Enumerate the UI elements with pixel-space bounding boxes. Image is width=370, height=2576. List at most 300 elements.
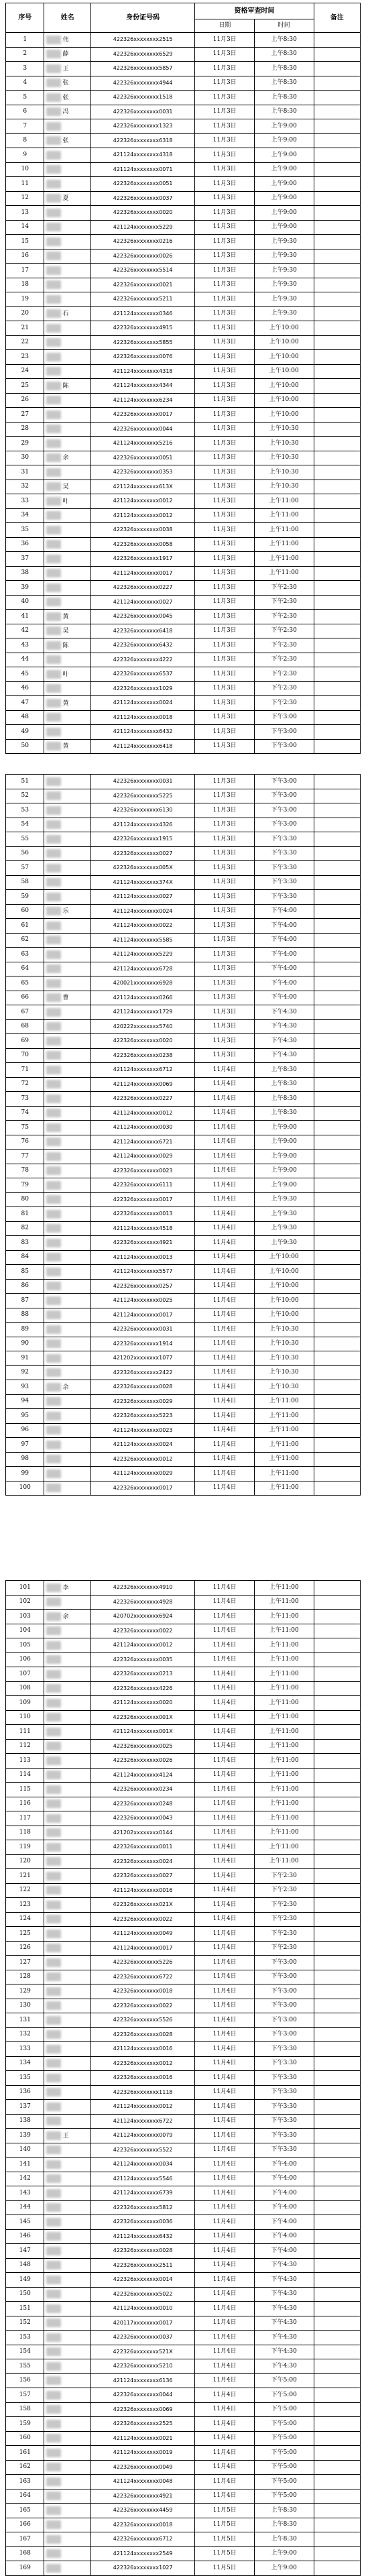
redacted-name-blur [46, 1713, 61, 1722]
cell-time: 上午9:00 [254, 206, 314, 221]
cell-remark [314, 1308, 360, 1323]
cell-remark [314, 62, 360, 76]
cell-time: 下午3:30 [254, 832, 314, 847]
cell-remark [314, 1912, 360, 1927]
table-row [6, 2359, 361, 2374]
cell-seq: 29 [6, 437, 44, 451]
cell-date: 11月3日 [195, 832, 255, 847]
redacted-name-blur [46, 878, 61, 887]
cell-seq: 98 [6, 1452, 44, 1467]
cell-date: 11月3日 [195, 76, 255, 91]
redacted-name-blur [46, 2477, 61, 2486]
cell-id: 422326xxxxxxxx0023 [90, 1164, 195, 1178]
cell-seq: 37 [6, 552, 44, 567]
cell-remark [314, 624, 360, 638]
cell-date: 11月4日 [195, 2200, 255, 2215]
cell-time: 上午10:00 [254, 321, 314, 336]
redacted-name-blur [46, 1929, 61, 1938]
cell-remark [314, 1092, 360, 1107]
cell-date: 11月3日 [195, 1005, 255, 1020]
redacted-name-blur [46, 1944, 61, 1952]
cell-seq: 82 [6, 1221, 44, 1236]
cell-date: 11月4日 [195, 1797, 255, 1811]
cell-id: 422326xxxxxxxx5211 [90, 292, 195, 307]
cell-id: 422326xxxxxxxx0017 [90, 1192, 195, 1207]
cell-remark [314, 1438, 360, 1453]
table-row [6, 1811, 361, 1826]
cell-remark [314, 278, 360, 292]
cell-time: 上午9:00 [254, 177, 314, 192]
cell-name [44, 681, 90, 696]
cell-seq: 53 [6, 803, 44, 818]
table-row [6, 710, 361, 725]
cell-id: 422326xxxxxxxx0227 [90, 581, 195, 596]
cell-time: 上午8:30 [254, 1063, 314, 1078]
redacted-name-blur [46, 1137, 61, 1146]
cell-date: 11月4日 [195, 2388, 255, 2403]
cell-id: 422326xxxxxxxx0014 [90, 2273, 195, 2288]
cell-name [44, 1121, 90, 1135]
redacted-name-blur [46, 2059, 61, 2068]
cell-time: 上午10:30 [254, 480, 314, 494]
table-row [6, 1883, 361, 1898]
cell-remark [314, 2561, 360, 2576]
cell-remark [314, 1394, 360, 1409]
cell-remark [314, 1869, 360, 1884]
cell-id: 421124xxxxxxxx4318 [90, 364, 195, 379]
cell-date: 11月3日 [195, 775, 255, 789]
cell-date: 11月4日 [195, 1581, 255, 1595]
cell-id: 421124xxxxxxxx0079 [90, 2129, 195, 2143]
cell-remark [314, 2071, 360, 2086]
cell-name [44, 976, 90, 991]
cell-seq: 71 [6, 1063, 44, 1078]
cell-name [44, 292, 90, 307]
table-row [6, 2518, 361, 2532]
cell-remark [314, 1294, 360, 1308]
cell-remark [314, 133, 360, 148]
table-row [6, 696, 361, 711]
cell-name [44, 91, 90, 105]
cell-date: 11月3日 [195, 335, 255, 350]
cell-time: 上午11:00 [254, 1768, 314, 1783]
cell-name [44, 904, 90, 919]
redacted-name-blur [46, 2376, 61, 2385]
cell-time: 上午8:30 [254, 2518, 314, 2532]
redacted-name-blur [46, 2535, 61, 2544]
table-row [6, 2561, 361, 2576]
cell-id: 421124xxxxxxxx0034 [90, 2158, 195, 2172]
cell-id: 421124xxxxxxxx001X [90, 1725, 195, 1740]
cell-id: 422326xxxxxxxx4928 [90, 1595, 195, 1610]
cell-time: 下午3:00 [254, 739, 314, 754]
cell-id: 422326xxxxxxxx5812 [90, 2200, 195, 2215]
cell-time: 下午3:00 [254, 1984, 314, 1999]
redacted-name-blur [46, 1239, 61, 1247]
table-row [6, 832, 361, 847]
cell-time: 上午11:00 [254, 1840, 314, 1855]
table-row [6, 1840, 361, 1855]
table-row [6, 2172, 361, 2186]
cell-id: 421124xxxxxxxx0030 [90, 1121, 195, 1135]
cell-name [44, 379, 90, 394]
cell-date: 11月4日 [195, 1681, 255, 1696]
cell-remark [314, 2200, 360, 2215]
cell-date: 11月3日 [195, 1034, 255, 1049]
redacted-name-blur [46, 324, 61, 333]
cell-time: 下午4:00 [254, 2186, 314, 2201]
redacted-name-blur [46, 1612, 61, 1621]
cell-time: 下午3:00 [254, 818, 314, 832]
cell-name [44, 1883, 90, 1898]
cell-time: 上午9:30 [254, 264, 314, 278]
cell-name [44, 364, 90, 379]
cell-remark [314, 2244, 360, 2259]
redacted-name-blur [46, 979, 61, 988]
cell-date: 11月5日 [195, 2532, 255, 2547]
cell-id: 422326xxxxxxxx0044 [90, 422, 195, 437]
cell-date: 11月4日 [195, 1595, 255, 1610]
cell-id: 421124xxxxxxxx0266 [90, 991, 195, 1005]
cell-remark [314, 1927, 360, 1942]
cell-remark [314, 2475, 360, 2489]
redacted-name-blur [46, 2434, 61, 2443]
redacted-name-blur [46, 180, 61, 188]
cell-date: 11月4日 [195, 1323, 255, 1337]
cell-time: 下午2:30 [254, 624, 314, 638]
cell-name [44, 437, 90, 451]
cell-remark [314, 335, 360, 350]
cell-time: 上午11:00 [254, 1696, 314, 1711]
cell-id: 422326xxxxxxxx0069 [90, 2402, 195, 2417]
cell-seq: 106 [6, 1653, 44, 1667]
cell-time: 下午4:30 [254, 1034, 314, 1049]
redacted-name-blur [46, 777, 61, 786]
cell-date: 11月4日 [195, 1754, 255, 1769]
cell-seq: 14 [6, 220, 44, 235]
name-visible-char: 吴 [62, 628, 69, 635]
cell-seq: 146 [6, 2229, 44, 2244]
cell-time: 上午9:00 [254, 1150, 314, 1164]
cell-name [44, 2373, 90, 2388]
cell-remark [314, 1783, 360, 1797]
cell-seq: 22 [6, 335, 44, 350]
cell-name [44, 1092, 90, 1107]
cell-seq: 43 [6, 638, 44, 653]
cell-seq: 167 [6, 2532, 44, 2547]
cell-seq: 139 [6, 2129, 44, 2143]
cell-date: 11月4日 [195, 1250, 255, 1265]
cell-seq: 13 [6, 206, 44, 221]
redacted-name-blur [46, 1814, 61, 1823]
table-row [6, 566, 361, 581]
cell-id: 422326xxxxxxxx5223 [90, 1409, 195, 1424]
table-row [6, 393, 361, 408]
cell-date: 11月4日 [195, 1624, 255, 1638]
cell-name [44, 2504, 90, 2518]
cell-remark [314, 1048, 360, 1063]
cell-id: 421124xxxxxxxx6432 [90, 2229, 195, 2244]
redacted-name-blur [46, 2218, 61, 2227]
cell-date: 11月4日 [195, 1423, 255, 1438]
cell-time: 上午9:00 [254, 220, 314, 235]
cell-name [44, 1811, 90, 1826]
cell-remark [314, 2532, 360, 2547]
cell-date: 11月3日 [195, 638, 255, 653]
cell-remark [314, 379, 360, 394]
cell-id: 421124xxxxxxxx5229 [90, 948, 195, 962]
cell-date: 11月4日 [195, 1783, 255, 1797]
cell-name [44, 1783, 90, 1797]
cell-date: 11月3日 [195, 523, 255, 538]
cell-remark [314, 1710, 360, 1725]
cell-name [44, 2460, 90, 2475]
redacted-name-blur [46, 1972, 61, 1981]
cell-date: 11月3日 [195, 904, 255, 919]
table-row [6, 1394, 361, 1409]
cell-seq: 134 [6, 2056, 44, 2071]
cell-id: 420702xxxxxxxx6924 [90, 1610, 195, 1624]
cell-date: 11月4日 [195, 1826, 255, 1840]
cell-remark [314, 206, 360, 221]
cell-seq: 10 [6, 162, 44, 177]
cell-date: 11月4日 [195, 1207, 255, 1222]
redacted-name-blur [46, 1670, 61, 1679]
cell-id: 421124xxxxxxxx0069 [90, 1077, 195, 1092]
cell-time: 上午10:00 [254, 379, 314, 394]
cell-id: 422326xxxxxxxx4915 [90, 321, 195, 336]
cell-remark [314, 2504, 360, 2518]
cell-name [44, 1034, 90, 1049]
cell-name [44, 948, 90, 962]
cell-id: 422326xxxxxxxx0028 [90, 2244, 195, 2259]
redacted-name-blur [46, 1253, 61, 1262]
cell-id: 422326xxxxxxxx5022 [90, 2287, 195, 2302]
cell-remark [314, 33, 360, 48]
cell-time: 下午3:00 [254, 803, 314, 818]
cell-remark [314, 1797, 360, 1811]
cell-time: 下午4:30 [254, 2359, 314, 2374]
name-visible-char: 伟 [62, 36, 69, 44]
cell-time: 上午10:00 [254, 350, 314, 365]
cell-date: 11月3日 [195, 350, 255, 365]
cell-remark [314, 47, 360, 62]
cell-time: 下午3:30 [254, 846, 314, 861]
cell-remark [314, 1034, 360, 1049]
table-row [6, 725, 361, 740]
redacted-name-blur [46, 1296, 61, 1305]
cell-remark [314, 2013, 360, 2028]
cell-time: 下午2:30 [254, 1912, 314, 1927]
cell-id: 421124xxxxxxxx6136 [90, 2373, 195, 2388]
cell-time: 下午5:00 [254, 2489, 314, 2504]
cell-remark [314, 1624, 360, 1638]
cell-time: 下午5:00 [254, 2373, 314, 2388]
cell-seq: 68 [6, 1019, 44, 1034]
name-visible-char: 曹 [62, 995, 69, 1002]
cell-id: 421124xxxxxxxx6728 [90, 962, 195, 976]
cell-time: 下午2:30 [254, 1941, 314, 1956]
cell-id: 421124xxxxxxxx6739 [90, 2186, 195, 2201]
cell-id: 421124xxxxxxxx0049 [90, 1927, 195, 1942]
redacted-name-blur [46, 921, 61, 930]
cell-time: 下午3:30 [254, 2129, 314, 2143]
table-row [6, 437, 361, 451]
cell-name [44, 846, 90, 861]
cell-name [44, 875, 90, 890]
table-row [6, 803, 361, 818]
cell-time: 下午3:00 [254, 710, 314, 725]
cell-seq: 161 [6, 2446, 44, 2461]
cell-remark [314, 1826, 360, 1840]
cell-name [44, 2258, 90, 2273]
cell-name [44, 1351, 90, 1366]
cell-date: 11月3日 [195, 162, 255, 177]
cell-seq: 56 [6, 846, 44, 861]
cell-time: 下午2:30 [254, 696, 314, 711]
cell-id: 422326xxxxxxxx0017 [90, 408, 195, 423]
table-row [6, 2302, 361, 2316]
cell-seq: 112 [6, 1739, 44, 1754]
cell-remark [314, 1984, 360, 1999]
cell-name [44, 2475, 90, 2489]
cell-seq: 157 [6, 2388, 44, 2403]
cell-name [44, 1178, 90, 1193]
cell-name [44, 321, 90, 336]
table-row [6, 76, 361, 91]
cell-name [44, 2042, 90, 2057]
cell-remark [314, 610, 360, 624]
cell-remark [314, 832, 360, 847]
cell-time: 上午10:30 [254, 437, 314, 451]
redacted-name-blur [46, 1857, 61, 1866]
table-row [6, 321, 361, 336]
cell-id: 422326xxxxxxxx0020 [90, 1034, 195, 1049]
cell-date: 11月3日 [195, 581, 255, 596]
cell-id: 422326xxxxxxxx2525 [90, 2417, 195, 2432]
redacted-name-blur [46, 367, 61, 376]
cell-seq: 77 [6, 1150, 44, 1164]
cell-time: 上午11:00 [254, 1653, 314, 1667]
cell-remark [314, 1323, 360, 1337]
cell-time: 下午4:30 [254, 1019, 314, 1034]
cell-date: 11月4日 [195, 2316, 255, 2331]
redacted-name-blur [46, 835, 61, 844]
cell-remark [314, 775, 360, 789]
cell-time: 下午3:30 [254, 875, 314, 890]
redacted-name-blur [46, 1368, 61, 1377]
cell-remark [314, 1581, 360, 1595]
cell-date: 11月3日 [195, 206, 255, 221]
cell-seq: 46 [6, 681, 44, 696]
redacted-name-blur [46, 1598, 61, 1606]
cell-name [44, 508, 90, 523]
cell-remark [314, 2172, 360, 2186]
table-row [6, 1236, 361, 1251]
table-row [6, 739, 361, 754]
cell-name [44, 191, 90, 206]
cell-time: 下午5:00 [254, 2446, 314, 2461]
table-row [6, 1610, 361, 1624]
cell-time: 下午4:30 [254, 1048, 314, 1063]
cell-seq: 52 [6, 789, 44, 803]
cell-id: 422326xxxxxxxx4944 [90, 76, 195, 91]
cell-time: 上午8:30 [254, 105, 314, 119]
name-visible-char: 余 [62, 1384, 69, 1391]
cell-remark [314, 653, 360, 667]
cell-date: 11月4日 [195, 2244, 255, 2259]
cell-name [44, 2518, 90, 2532]
cell-seq: 41 [6, 610, 44, 624]
table-row [6, 480, 361, 494]
cell-date: 11月3日 [195, 47, 255, 62]
cell-remark [314, 2158, 360, 2172]
table-row [6, 1927, 361, 1942]
cell-time: 上午10:00 [254, 335, 314, 350]
cell-name [44, 2158, 90, 2172]
cell-remark [314, 1452, 360, 1467]
cell-date: 11月4日 [195, 1467, 255, 1481]
cell-id: 422326xxxxxxxx0248 [90, 1797, 195, 1811]
cell-time: 下午4:00 [254, 2244, 314, 2259]
cell-id: 421124xxxxxxxx6722 [90, 2114, 195, 2129]
cell-time: 上午10:00 [254, 364, 314, 379]
table-row [6, 206, 361, 221]
table-row [6, 47, 361, 62]
redacted-name-blur [46, 1626, 61, 1635]
redacted-name-blur [46, 1641, 61, 1650]
cell-remark [314, 1941, 360, 1956]
cell-time: 上午9:00 [254, 2546, 314, 2561]
cell-time: 下午4:00 [254, 2200, 314, 2215]
cell-remark [314, 1811, 360, 1826]
cell-id: 422326xxxxxxxx0018 [90, 1984, 195, 1999]
cell-name [44, 890, 90, 905]
cell-seq: 96 [6, 1423, 44, 1438]
cell-seq: 137 [6, 2100, 44, 2115]
redacted-name-blur [46, 2420, 61, 2428]
cell-name [44, 919, 90, 934]
cell-id: 422326xxxxxxxx6722 [90, 1970, 195, 1984]
cell-id: 422326xxxxxxxx0031 [90, 1323, 195, 1337]
redacted-name-blur [46, 1742, 61, 1750]
cell-time: 下午4:00 [254, 2172, 314, 2186]
cell-time: 下午4:00 [254, 2215, 314, 2230]
cell-date: 11月3日 [195, 465, 255, 480]
cell-id: 421124xxxxxxxx0013 [90, 1250, 195, 1265]
table-row [6, 1754, 361, 1769]
cell-date: 11月4日 [195, 1970, 255, 1984]
cell-seq: 114 [6, 1768, 44, 1783]
cell-date: 11月3日 [195, 278, 255, 292]
cell-seq: 163 [6, 2475, 44, 2489]
cell-name [44, 1207, 90, 1222]
table-row [6, 148, 361, 163]
table-row [6, 1941, 361, 1956]
redacted-name-blur [46, 540, 61, 549]
cell-name [44, 1150, 90, 1164]
cell-seq: 9 [6, 148, 44, 163]
cell-id: 421124xxxxxxxx4344 [90, 379, 195, 394]
cell-name [44, 1005, 90, 1020]
cell-id: 421124xxxxxxxx0018 [90, 710, 195, 725]
redacted-name-blur [46, 820, 61, 829]
cell-seq: 156 [6, 2373, 44, 2388]
cell-date: 11月4日 [195, 1337, 255, 1351]
cell-id: 421124xxxxxxxx0010 [90, 2302, 195, 2316]
redacted-name-blur [46, 453, 61, 462]
cell-name [44, 2532, 90, 2547]
